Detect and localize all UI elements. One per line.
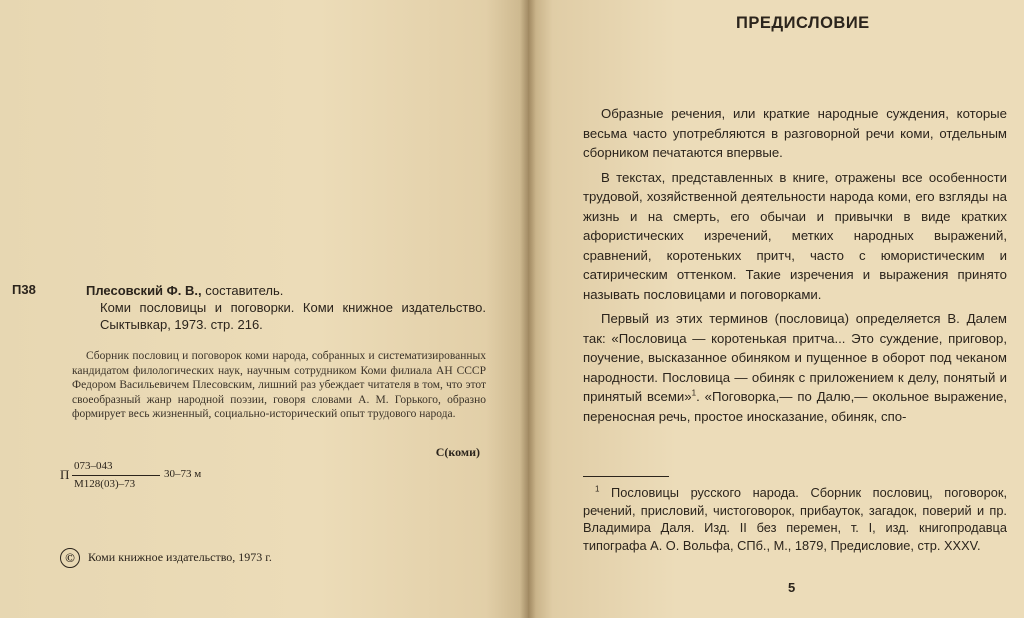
book-title-line: Коми пословицы и поговорки. Коми книжное издательство. Сыктывкар, 1973. стр. 216.: [100, 300, 486, 332]
annotation-text: Сборник пословиц и поговорок коми народа, собранных и систематизированных кандидатом филологических наук, научным сотрудником Коми филиала АН СССР Федором Васильевичем Плесовским, лишний раз убеждает читателя в том, что этот своеобразный жанр народной поэзии, говоря словами А. М. Горького, образно формирует весь жизненный, социально-исторический опыт трудового народа.: [72, 350, 486, 420]
copyright-icon: ©: [60, 548, 80, 568]
paragraph: Образные речения, или краткие народные суждения, которые весьма часто употребляются в разговорной речи коми, отдельным сборником печатаются впервые.: [583, 106, 1007, 160]
footnote: [583, 484, 1007, 554]
preface-text: [583, 104, 1007, 431]
author-role: составитель.: [201, 283, 284, 298]
bibliographic-record: [86, 282, 486, 333]
paragraph: В текстах, представленных в книге, отражены все особенности трудовой, хозяйственной деятельности народа коми, его взгляды на жизнь и на смерть, его обычаи и привычки в виде кратких афористических изречений, метких народных выражений, сравнений, коротеньких притч, часто с юмористическим и сатирическим оттенком. Такие изречения и выражения принято называть пословицами и поговорками.: [583, 169, 1007, 302]
fraction-numerator: 073–043: [74, 460, 113, 472]
classification-code: С(коми): [435, 445, 480, 459]
page-heading: ПРЕДИСЛОВИЕ: [736, 14, 870, 32]
copyright-line: [60, 548, 272, 568]
footnote-text: Пословицы русского народа. Сборник пословиц, поговорок, речений, присловий, чистоговорок, прибауток, загадок, поверий и пр. Владимира Даля. Изд. II без перемен, т. I, изд. книгопродавца типографа А. О. Вольфа, СПб., М., 1879, Предисловие, стр. XXXV.: [583, 485, 1007, 553]
paragraph-part: Первый из этих терминов (пословица) определяется В. Далем так: «Пословица — коротенькая притча... Это суждение, приговор, поучение, высказанное обиняком и пущенное в оборот под чеканом народности. Пословица — обиняк с приложением к делу, понятый и принятый всеми»: [583, 311, 1007, 404]
paragraph-part: . «Поговорка,— по Далю,— окольное выражение, переносная речь, простое иносказание, обиняк, спо-: [583, 389, 1008, 424]
footnote-reference: 1: [691, 388, 697, 398]
author-name: Плесовский Ф. В.,: [86, 283, 202, 298]
fraction-prefix: П: [60, 467, 70, 482]
fraction-denominator: М128(03)–73: [74, 478, 136, 490]
index-code: П38: [12, 282, 36, 297]
copyright-text: Коми книжное издательство, 1973 г.: [88, 549, 272, 564]
footnote-divider: [583, 476, 669, 477]
page-number: 5: [788, 580, 796, 595]
footnote-mark: 1: [595, 484, 600, 494]
fraction-line: [72, 475, 160, 476]
book-gutter: [520, 0, 536, 618]
fraction-tail: 30–73 м: [164, 468, 202, 480]
paragraph: [583, 309, 1007, 426]
